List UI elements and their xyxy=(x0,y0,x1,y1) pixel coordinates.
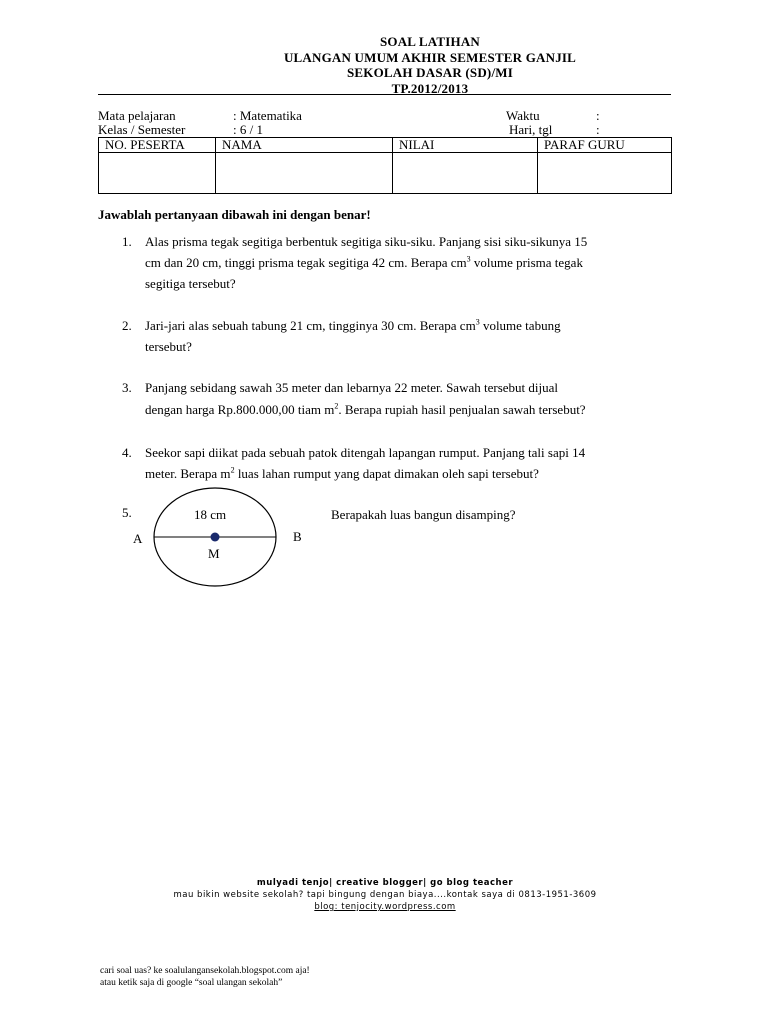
time-value: : xyxy=(596,108,600,123)
header-exam-name: ULANGAN UMUM AKHIR SEMESTER GANJIL xyxy=(283,49,577,65)
question-text-line: cm dan 20 cm, tinggi prisma tegak segitiga 42 cm. Berapa $cm^3$ volume prisma tegak xyxy=(145,254,583,270)
footer-blog-link[interactable]: blog: tenjocity.wordpress.com xyxy=(314,902,456,912)
superscript-exponent: 2 xyxy=(334,401,339,411)
student-id-table xyxy=(98,137,672,194)
time-label: Waktu xyxy=(506,108,540,123)
center-point-dot xyxy=(211,533,220,542)
class-label: Kelas / Semester xyxy=(98,122,186,137)
footer-promo: mau bikin website sekolah? tapi bingung dengan biaya....kontak saya di 0813-1951-3609 xyxy=(173,890,597,900)
day-date-label: Hari, tgl xyxy=(509,122,553,137)
bottom-note-line: cari soal uas? ke soalulangansekolah.blogspot.com aja! xyxy=(100,966,310,976)
header-divider xyxy=(98,94,671,95)
participant-number-cell[interactable] xyxy=(99,153,216,194)
question-text-line: Seekor sapi diikat pada sebuah patok ditengah lapangan rumput. Panjang tali sapi 14 xyxy=(145,445,586,460)
bottom-note xyxy=(100,965,310,989)
question-number: 1. xyxy=(122,234,132,249)
question-text-line: meter. Berapa $m^2$ luas lahan rumput yang dapat dimakan oleh sapi tersebut? xyxy=(145,465,539,481)
subject-value: : Matematika xyxy=(233,108,302,123)
superscript-exponent: 3 xyxy=(475,317,480,327)
teacher-signature-cell[interactable] xyxy=(538,153,672,194)
footer xyxy=(150,877,620,913)
question-text-line: segitiga tersebut? xyxy=(145,276,236,291)
day-date-value: : xyxy=(596,122,600,137)
header-name: NAMA xyxy=(216,138,393,153)
table-entry-row xyxy=(99,153,672,194)
question-text-line: Panjang sebidang sawah 35 meter dan lebarnya 22 meter. Sawah tersebut dijual xyxy=(145,380,558,395)
question-text-line: tersebut? xyxy=(145,339,192,354)
center-m-label: M xyxy=(208,546,220,561)
superscript-exponent: 2 xyxy=(230,465,235,475)
header-score: NILAI xyxy=(393,138,538,153)
footer-credit: mulyadi tenjo| creative blogger| go blog teacher xyxy=(256,878,514,888)
diameter-label: 18 cm xyxy=(194,507,227,522)
document-header xyxy=(200,34,660,96)
question-number: 2. xyxy=(122,318,132,333)
question-text-line: Alas prisma tegak segitiga berbentuk segitiga siku-siku. Panjang sisi siku-sikunya 15 xyxy=(145,234,588,249)
point-a-label: A xyxy=(133,531,143,546)
question-number: 4. xyxy=(122,445,132,460)
header-school-level: SEKOLAH DASAR (SD)/MI xyxy=(347,65,513,80)
header-participant-number: NO. PESERTA xyxy=(99,138,216,153)
superscript-exponent: 3 xyxy=(466,254,471,264)
question-text-line: Jari-jari alas sebuah tabung 21 cm, tingginya 30 cm. Berapa $cm^3$ volume tabung xyxy=(145,317,561,333)
subject-label: Mata pelajaran xyxy=(98,108,176,123)
name-cell[interactable] xyxy=(216,153,393,194)
question-5-text: Berapakah luas bangun disamping? xyxy=(331,507,516,522)
question-text-line: dengan harga Rp.800.000,00 tiam $m^2$. Berapa rupiah hasil penjualan sawah tersebut? xyxy=(145,401,586,417)
table-header-row xyxy=(99,138,672,153)
circle-outline xyxy=(154,488,276,586)
question-number: 3. xyxy=(122,380,132,395)
header-teacher-signature: PARAF GURU xyxy=(538,138,672,153)
instruction-text: Jawablah pertanyaan dibawah ini dengan benar! xyxy=(98,207,371,222)
bottom-note-line: atau ketik saja di google “soal ulangan sekolah” xyxy=(100,978,283,988)
header-title: SOAL LATIHAN xyxy=(379,34,481,49)
point-b-label: B xyxy=(293,529,302,544)
class-value: : 6 / 1 xyxy=(233,122,263,137)
header-school-year: TP.2012/2013 xyxy=(391,80,469,96)
score-cell[interactable] xyxy=(393,153,538,194)
question-5-number: 5. xyxy=(122,505,132,520)
